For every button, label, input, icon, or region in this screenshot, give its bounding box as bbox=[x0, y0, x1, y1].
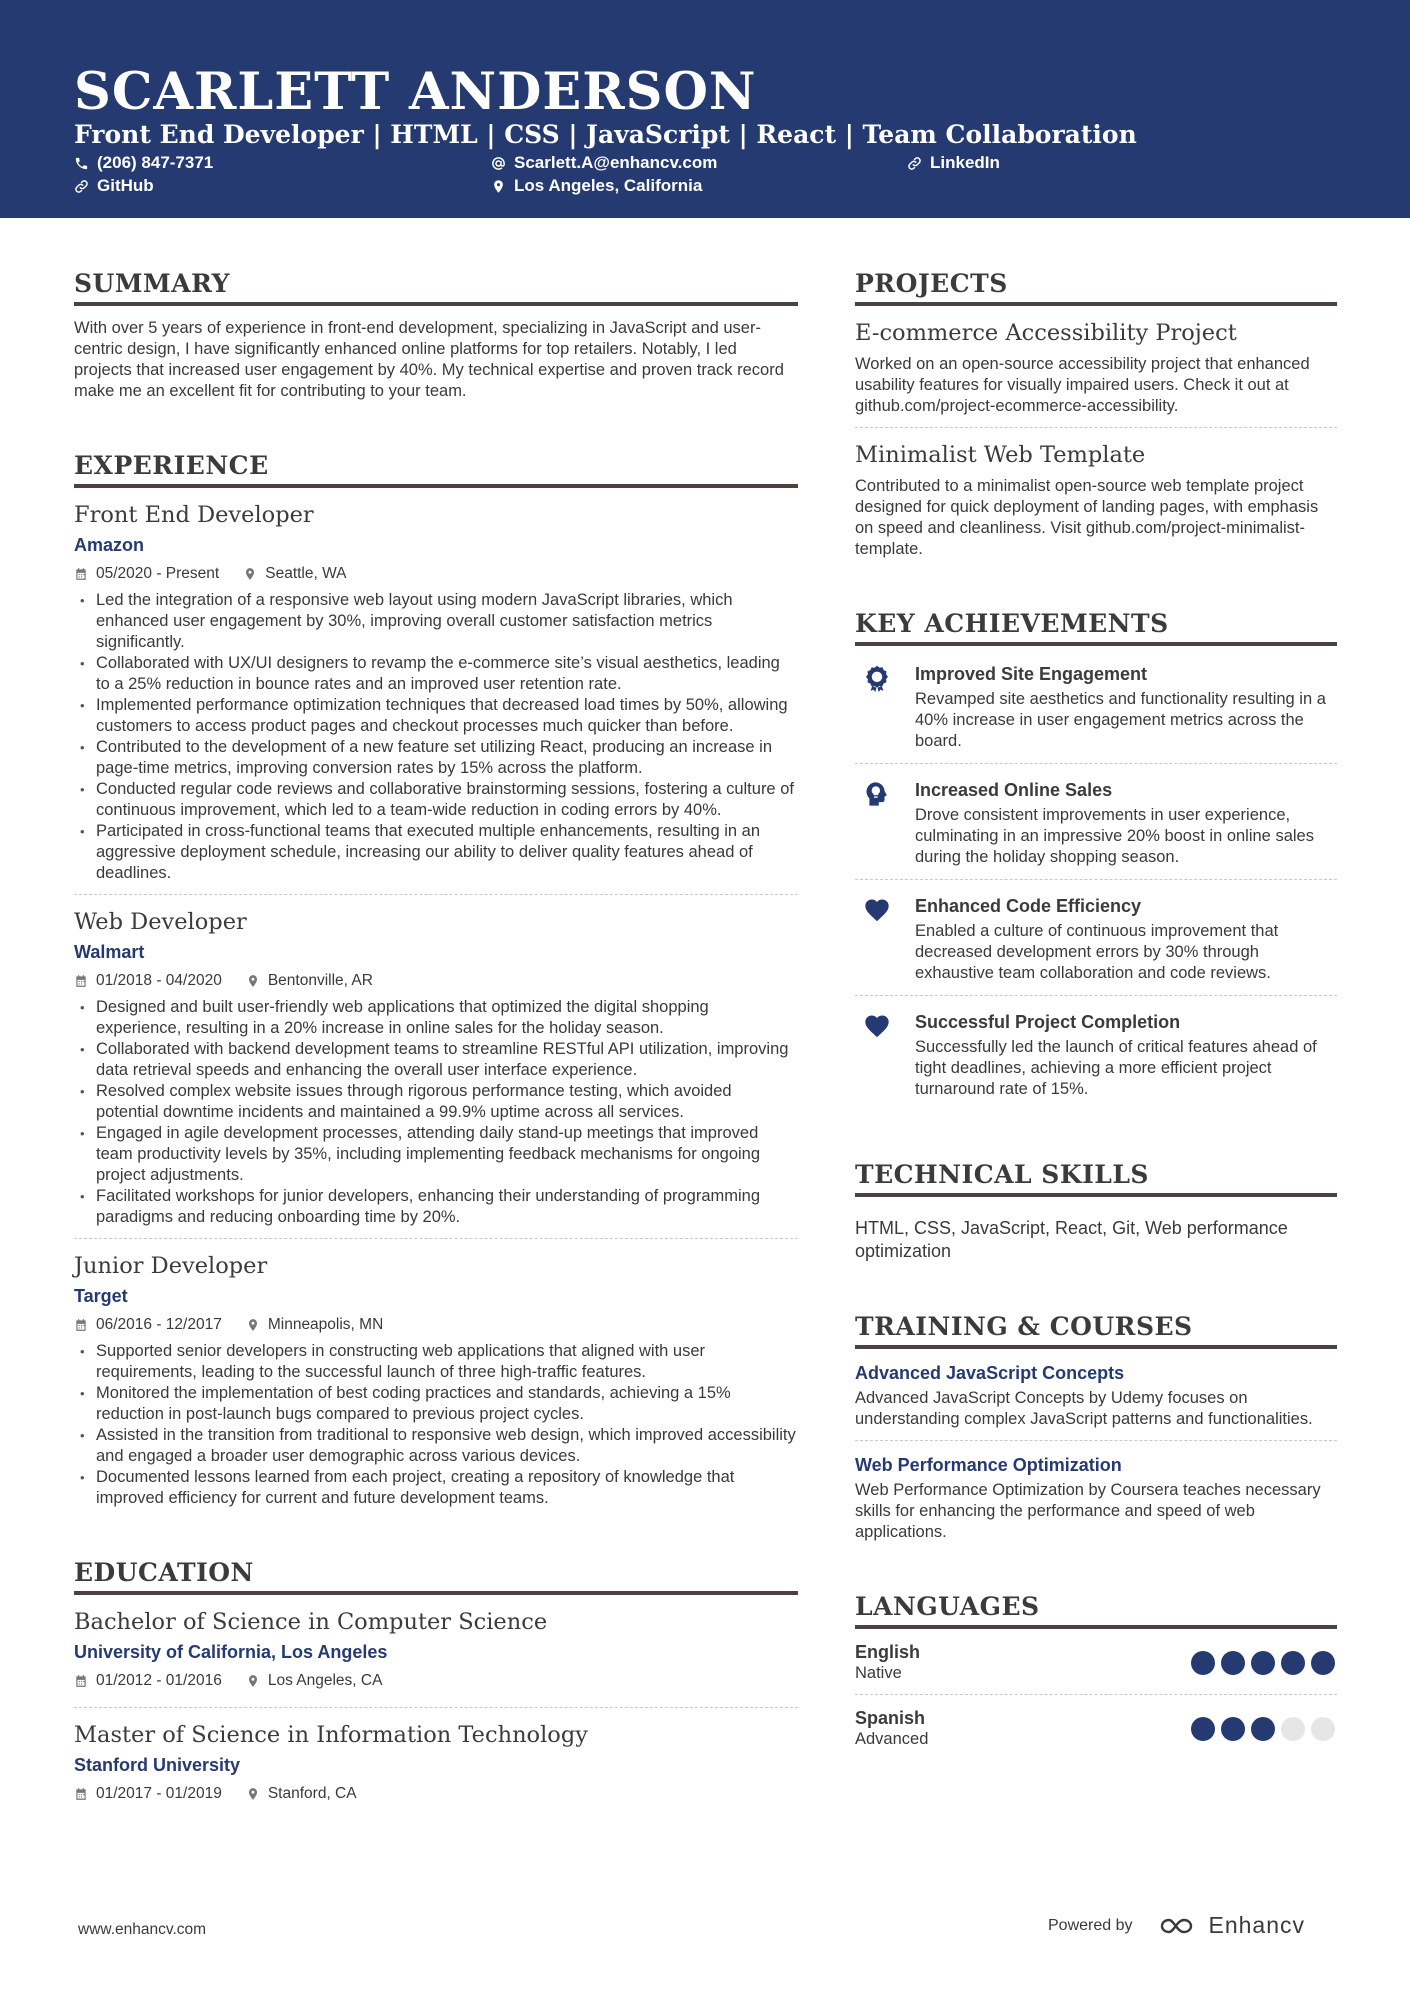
education-dates: 01/2012 - 01/2016 bbox=[96, 1672, 222, 1689]
job-location: Bentonville, AR bbox=[267, 972, 373, 989]
brand-name: Enhancv bbox=[1208, 1912, 1306, 1938]
bullet-item: • Documented lessons learned from each project, creating a repository of knowledge that improved efficiency for current and future development teams. bbox=[74, 1467, 798, 1509]
achievement-entry bbox=[855, 774, 1337, 880]
rating-dot-filled bbox=[1221, 1717, 1245, 1741]
project-entry bbox=[855, 318, 1337, 428]
achievement-icon-wrap bbox=[855, 894, 915, 984]
section-title-summary: SUMMARY bbox=[74, 268, 798, 306]
achievement-description: Revamped site aesthetics and functionality resulting in a 40% increase in user engagement metrics across the board. bbox=[915, 690, 1326, 750]
skills-section bbox=[855, 1159, 1337, 1263]
project-description: Worked on an open-source accessibility project that enhanced usability features for visually impaired users. Check it out at github.com/project-ecommerce-accessibility. bbox=[855, 355, 1310, 415]
job-bullets bbox=[74, 1341, 798, 1509]
degree-title: Bachelor of Science in Computer Science bbox=[74, 1609, 548, 1635]
rating-dot-empty bbox=[1311, 1717, 1335, 1741]
calendar-icon bbox=[74, 1674, 88, 1688]
link-icon bbox=[74, 179, 89, 194]
achievement-title: Increased Online Sales bbox=[915, 780, 1113, 800]
calendar-icon bbox=[74, 1318, 88, 1332]
job-meta bbox=[74, 971, 798, 991]
linkedin-text: LinkedIn bbox=[930, 153, 1000, 172]
language-level: Advanced bbox=[855, 1730, 929, 1748]
summary-text: With over 5 years of experience in front-end development, specializing in JavaScript and user-centric design, I have significantly enhanced online platforms for top retailers. Notably, I led projects that increased user engagement by 40%. My technical expertise and proven track record make me an excellent fit for contributing to your team. bbox=[74, 319, 784, 400]
training-section bbox=[855, 1311, 1337, 1543]
education-entry bbox=[74, 1607, 798, 1708]
calendar-icon bbox=[74, 567, 88, 581]
rating-dot-filled bbox=[1191, 1717, 1215, 1741]
footer-branding bbox=[1048, 1912, 1305, 1939]
achievement-icon-wrap bbox=[855, 778, 915, 868]
section-title-achievements: KEY ACHIEVEMENTS bbox=[855, 608, 1337, 646]
course-name: Advanced JavaScript Concepts bbox=[855, 1363, 1125, 1383]
heart-icon bbox=[863, 896, 891, 924]
rating-dot-filled bbox=[1221, 1651, 1245, 1675]
job-title: Front End Developer bbox=[74, 502, 314, 528]
achievement-entry bbox=[855, 1006, 1337, 1111]
school-name: University of California, Los Angeles bbox=[74, 1642, 388, 1662]
job-location: Seattle, WA bbox=[265, 565, 347, 582]
summary-section bbox=[74, 268, 798, 402]
job-dates: 01/2018 - 04/2020 bbox=[96, 972, 222, 989]
education-dates: 01/2017 - 01/2019 bbox=[96, 1785, 222, 1802]
link-icon bbox=[907, 156, 922, 171]
achievement-description: Enabled a culture of continuous improvement that decreased development errors by 30% through exhaustive team collaboration and code reviews. bbox=[915, 922, 1279, 982]
map-pin-icon bbox=[491, 179, 506, 194]
section-title-languages: LANGUAGES bbox=[855, 1591, 1337, 1629]
bullet-item: • Participated in cross-functional teams that executed multiple enhancements, resulting in an aggressive deployment schedule, increasing our ability to deliver quality features ahead of deadlines. bbox=[74, 821, 798, 884]
experience-section bbox=[74, 450, 798, 1509]
enhancv-logo-icon bbox=[1155, 1914, 1201, 1938]
section-title-projects: PROJECTS bbox=[855, 268, 1337, 306]
calendar-icon bbox=[74, 1787, 88, 1801]
map-pin-icon bbox=[246, 1674, 260, 1688]
achievement-title: Improved Site Engagement bbox=[915, 664, 1148, 684]
resume-header bbox=[0, 0, 1410, 218]
language-entry bbox=[855, 1707, 1337, 1760]
bullet-item: • Assisted in the transition from traditional to responsive web design, which improved accessibility and engaged a broader user demographic across various devices. bbox=[74, 1425, 798, 1467]
bullet-item: • Supported senior developers in constructing web applications that aligned with user requirements, leading to the successful launch of three high-traffic features. bbox=[74, 1341, 798, 1383]
experience-entry bbox=[74, 500, 798, 895]
achievement-icon-wrap bbox=[855, 1010, 915, 1100]
head-lightbulb-icon bbox=[863, 780, 891, 808]
left-column bbox=[74, 268, 798, 1852]
brand-logo[interactable] bbox=[1155, 1912, 1306, 1939]
job-location: Minneapolis, MN bbox=[267, 1316, 384, 1333]
bullet-item: • Monitored the implementation of best coding practices and standards, achieving a 15% reduction in post-launch bugs compared to previous project cycles. bbox=[74, 1383, 798, 1425]
languages-section bbox=[855, 1591, 1337, 1760]
section-title-training: TRAINING & COURSES bbox=[855, 1311, 1337, 1349]
contact-email[interactable] bbox=[491, 152, 717, 174]
contact-location bbox=[491, 175, 702, 197]
bullet-item: • Collaborated with backend development teams to streamline RESTful API utilization, improving data retrieval speeds and enhancing the overall user interface experience. bbox=[74, 1039, 798, 1081]
project-description: Contributed to a minimalist open-source web template project designed for quick deployment of landing pages, with emphasis on speed and cleanliness. Visit github.com/project-minimalist-template. bbox=[855, 477, 1319, 558]
course-name: Web Performance Optimization bbox=[855, 1455, 1122, 1475]
bullet-item: • Engaged in agile development processes, attending daily stand-up meetings that improved team productivity levels by 35%, including implementing feedback mechanisms for ongoing project adjustments. bbox=[74, 1123, 798, 1186]
experience-entry bbox=[74, 1251, 798, 1509]
job-bullets bbox=[74, 590, 798, 884]
award-ribbon-icon bbox=[863, 664, 891, 692]
achievement-description: Successfully led the launch of critical features ahead of tight deadlines, achieving a more efficient project turnaround rate of 15%. bbox=[915, 1038, 1317, 1098]
degree-title: Master of Science in Information Technology bbox=[74, 1722, 588, 1748]
projects-section bbox=[855, 268, 1337, 560]
course-description: Web Performance Optimization by Coursera teaches necessary skills for enhancing the performance and speed of web applications. bbox=[855, 1481, 1321, 1541]
candidate-name: SCARLETT ANDERSON bbox=[74, 62, 757, 122]
education-meta bbox=[74, 1784, 798, 1804]
map-pin-icon bbox=[246, 974, 260, 988]
achievements-section bbox=[855, 608, 1337, 1111]
job-meta bbox=[74, 564, 798, 584]
job-title: Junior Developer bbox=[74, 1253, 268, 1279]
language-name: English bbox=[855, 1642, 921, 1662]
map-pin-icon bbox=[246, 1787, 260, 1801]
powered-by-label: Powered by bbox=[1048, 1916, 1133, 1934]
rating-dot-filled bbox=[1281, 1651, 1305, 1675]
section-title-skills: TECHNICAL SKILLS bbox=[855, 1159, 1337, 1197]
achievement-description: Drove consistent improvements in user experience, culminating in an impressive 20% boost in online sales during the holiday shopping season. bbox=[915, 806, 1314, 866]
job-title: Web Developer bbox=[74, 909, 247, 935]
contact-linkedin[interactable] bbox=[907, 152, 1000, 174]
calendar-icon bbox=[74, 974, 88, 988]
project-entry bbox=[855, 440, 1337, 560]
job-bullets bbox=[74, 997, 798, 1228]
language-name: Spanish bbox=[855, 1708, 926, 1728]
heart-icon bbox=[863, 1012, 891, 1040]
rating-dot-filled bbox=[1191, 1651, 1215, 1675]
rating-dot-filled bbox=[1251, 1717, 1275, 1741]
education-location: Los Angeles, CA bbox=[267, 1672, 383, 1689]
github-text: GitHub bbox=[97, 176, 154, 195]
course-entry bbox=[855, 1361, 1337, 1441]
rating-dot-empty bbox=[1281, 1717, 1305, 1741]
skills-text: HTML, CSS, JavaScript, React, Git, Web performance optimization bbox=[855, 1218, 1288, 1261]
job-dates: 06/2016 - 12/2017 bbox=[96, 1316, 222, 1333]
achievement-icon-wrap bbox=[855, 662, 915, 752]
bullet-item: • Collaborated with UX/UI designers to revamp the e-commerce site’s visual aesthetics, leading to a 25% reduction in bounce rates and an improved user retention rate. bbox=[74, 653, 798, 695]
experience-entry bbox=[74, 907, 798, 1239]
company-name: Target bbox=[74, 1286, 128, 1306]
bullet-item: • Conducted regular code reviews and collaborative brainstorming sessions, fostering a culture of continuous improvement, which led to a team-wide reduction in coding errors by 40%. bbox=[74, 779, 798, 821]
contact-github[interactable] bbox=[74, 175, 154, 197]
map-pin-icon bbox=[246, 1318, 260, 1332]
achievement-title: Enhanced Code Efficiency bbox=[915, 896, 1142, 916]
project-name: Minimalist Web Template bbox=[855, 442, 1146, 468]
education-entry bbox=[74, 1720, 798, 1804]
at-sign-icon bbox=[491, 156, 506, 171]
course-description: Advanced JavaScript Concepts by Udemy focuses on understanding complex JavaScript patterns and functionalities. bbox=[855, 1389, 1313, 1428]
section-title-experience: EXPERIENCE bbox=[74, 450, 798, 488]
achievement-entry bbox=[855, 658, 1337, 764]
education-meta bbox=[74, 1671, 798, 1691]
rating-dot-filled bbox=[1311, 1651, 1335, 1675]
company-name: Amazon bbox=[74, 535, 145, 555]
rating-dot-filled bbox=[1251, 1651, 1275, 1675]
bullet-item: • Resolved complex website issues through rigorous performance testing, which avoided potential downtime incidents and maintained a 99.9% uptime across all services. bbox=[74, 1081, 798, 1123]
bullet-item: • Implemented performance optimization techniques that decreased load times by 50%, allowing customers to access product pages and checkout processes much quicker than before. bbox=[74, 695, 798, 737]
job-meta bbox=[74, 1315, 798, 1335]
education-section bbox=[74, 1557, 798, 1804]
achievement-title: Successful Project Completion bbox=[915, 1012, 1181, 1032]
phone-icon bbox=[74, 156, 89, 171]
phone-text: (206) 847-7371 bbox=[97, 153, 214, 172]
bullet-item: • Facilitated workshops for junior developers, enhancing their understanding of programming paradigms and reducing onboarding time by 20%. bbox=[74, 1186, 798, 1228]
bullet-item: • Contributed to the development of a new feature set utilizing React, producing an increase in page-time metrics, improving conversion rates by 15% across the platform. bbox=[74, 737, 798, 779]
course-entry bbox=[855, 1453, 1337, 1543]
language-rating bbox=[1191, 1651, 1337, 1675]
right-column bbox=[855, 268, 1337, 1808]
email-text: Scarlett.A@enhancv.com bbox=[514, 153, 718, 172]
section-title-education: EDUCATION bbox=[74, 1557, 798, 1595]
bullet-item: • Led the integration of a responsive web layout using modern JavaScript libraries, which enhanced user engagement by 30%, improving overall customer satisfaction metrics significantly. bbox=[74, 590, 798, 653]
job-dates: 05/2020 - Present bbox=[96, 565, 220, 582]
footer-website[interactable]: www.enhancv.com bbox=[78, 1921, 207, 1938]
education-location: Stanford, CA bbox=[267, 1785, 357, 1802]
location-text: Los Angeles, California bbox=[514, 176, 703, 195]
language-entry bbox=[855, 1641, 1337, 1695]
map-pin-icon bbox=[243, 567, 257, 581]
company-name: Walmart bbox=[74, 942, 145, 962]
candidate-tagline: Front End Developer | HTML | CSS | JavaScript | React | Team Collaboration bbox=[74, 120, 1137, 149]
language-rating bbox=[1191, 1717, 1337, 1741]
school-name: Stanford University bbox=[74, 1755, 241, 1775]
bullet-item: • Designed and built user-friendly web applications that optimized the digital shopping experience, resulting in a 20% increase in online sales for the holiday season. bbox=[74, 997, 798, 1039]
achievement-entry bbox=[855, 890, 1337, 996]
project-name: E-commerce Accessibility Project bbox=[855, 320, 1237, 346]
contact-phone[interactable] bbox=[74, 152, 213, 174]
language-level: Native bbox=[855, 1664, 902, 1682]
